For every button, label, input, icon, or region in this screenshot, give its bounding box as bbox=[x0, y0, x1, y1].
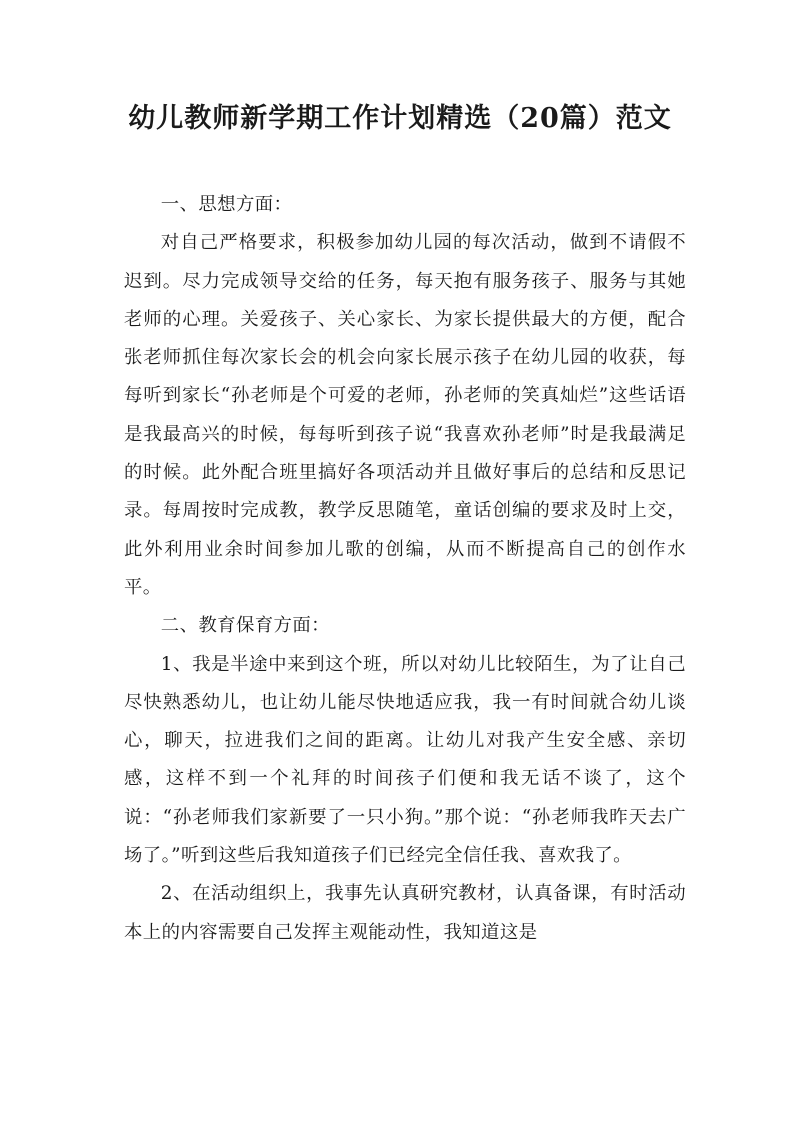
section-heading-thought: 一、思想方面： bbox=[160, 194, 293, 215]
section-heading-education: 二、教育保育方面： bbox=[160, 615, 330, 637]
document-body bbox=[124, 186, 686, 952]
paragraph-thought: 对自己严格要求，积极参加幼儿园的每次活动，做到不请假不迟到。尽力完成领导交给的任务，每天抱有服务孩子、服务与其她老师的心理。关爱孩子、关心家长、为家长提供最大的方便，配合张老师抓住每次家长会的机会向家长展示孩子在幼儿园的收获，每每听到家长“孙老师是个可爱的老师，孙老师的笑真灿烂”这些话语是我最高兴的时候，每每听到孩子说“我喜欢孙老师”时是我最满足的时候。此外配合班里搞好各项活动并且做好事后的总结和反思记录。每周按时完成教，教学反思随笔，童话创编的要求及时上交，此外利用业余时间参加儿歌的创编，从而不断提高自己的创作水平。 bbox=[124, 232, 686, 598]
document-title: 幼儿教师新学期工作计划精选（20篇）范文 bbox=[128, 103, 672, 134]
paragraph-education-1: 1、我是半途中来到这个班，所以对幼儿比较陌生，为了让自己尽快熟悉幼儿，也让幼儿能尽快地适应我，我一有时间就合幼儿谈心，聊天，拉进我们之间的距离。让幼儿对我产生安全感、亲切感，这样不到一个礼拜的时间孩子们便和我无话不谈了，这个说：“孙老师我们家新要了一只小狗。”那个说：“孙老师我昨天去广场了。”听到这些后我知道孩子们已经完全信任我、喜欢我了。 bbox=[124, 653, 686, 867]
paragraph-education-2: 2、在活动组织上，我事先认真研究教材，认真备课，有时活动本上的内容需要自己发挥主观能动性，我知道这是 bbox=[124, 883, 686, 943]
